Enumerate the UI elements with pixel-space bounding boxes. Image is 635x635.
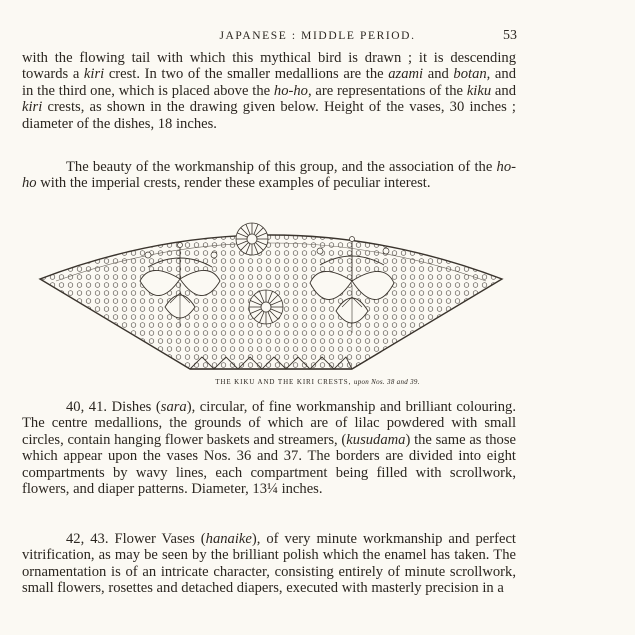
paragraph-ho-ho-description: with the flowing tail with which this mythical bird is drawn ; it is descending towards a kiri crest. In two of the smaller medallions are the azami and botan, and in the third one, which is placed above the ho-ho, are representations of the kiku and kiri crests, as shown in the drawing given below. Height of the vases, 30 inches ; diameter of the dishes, 18 inches. [22,50,517,132]
kiku-crest-bottom [249,290,283,324]
page-number: 53 [503,28,517,43]
figure-caption: THE KIKU AND THE KIRI CRESTS, upon Nos. 38 and 39. [215,378,420,386]
paragraph-group-interest: The beauty of the workmanship of this group, and the association of the ho-ho with the imperial crests, render these examples of peculiar interest. [22,159,516,192]
kiku-kiri-crests-illustration [30,209,512,373]
running-title: JAPANESE : MIDDLE PERIOD. [219,30,416,42]
kiku-crest-top [236,223,268,255]
paragraph-vases-42-43: 42, 43. Flower Vases (hanaike), of very minute workmanship and perfect vitrification, as may be seen by the brilliant polish which the enamel has taken. The ornamentation is of an intricate character, consisting entirely of minute scrollwork, small flowers, rosettes and detached diapers, executed with masterly precision in a [22,531,516,597]
paragraph-dishes-40-41: 40, 41. Dishes (sara), circular, of fine workmanship and brilliant colouring. The centre medallions, the grounds of which are of lilac powdered with small circles, contain hanging flower baskets and streamers, (kusudama) the same as those which appear upon the vases Nos. 36 and 37. The borders are divided into eight compartments by wavy lines, each compartment being filled with scrollwork, flowers, and diaper patterns. Diameter, 13¼ inches. [22,399,516,498]
running-head [0,27,635,47]
